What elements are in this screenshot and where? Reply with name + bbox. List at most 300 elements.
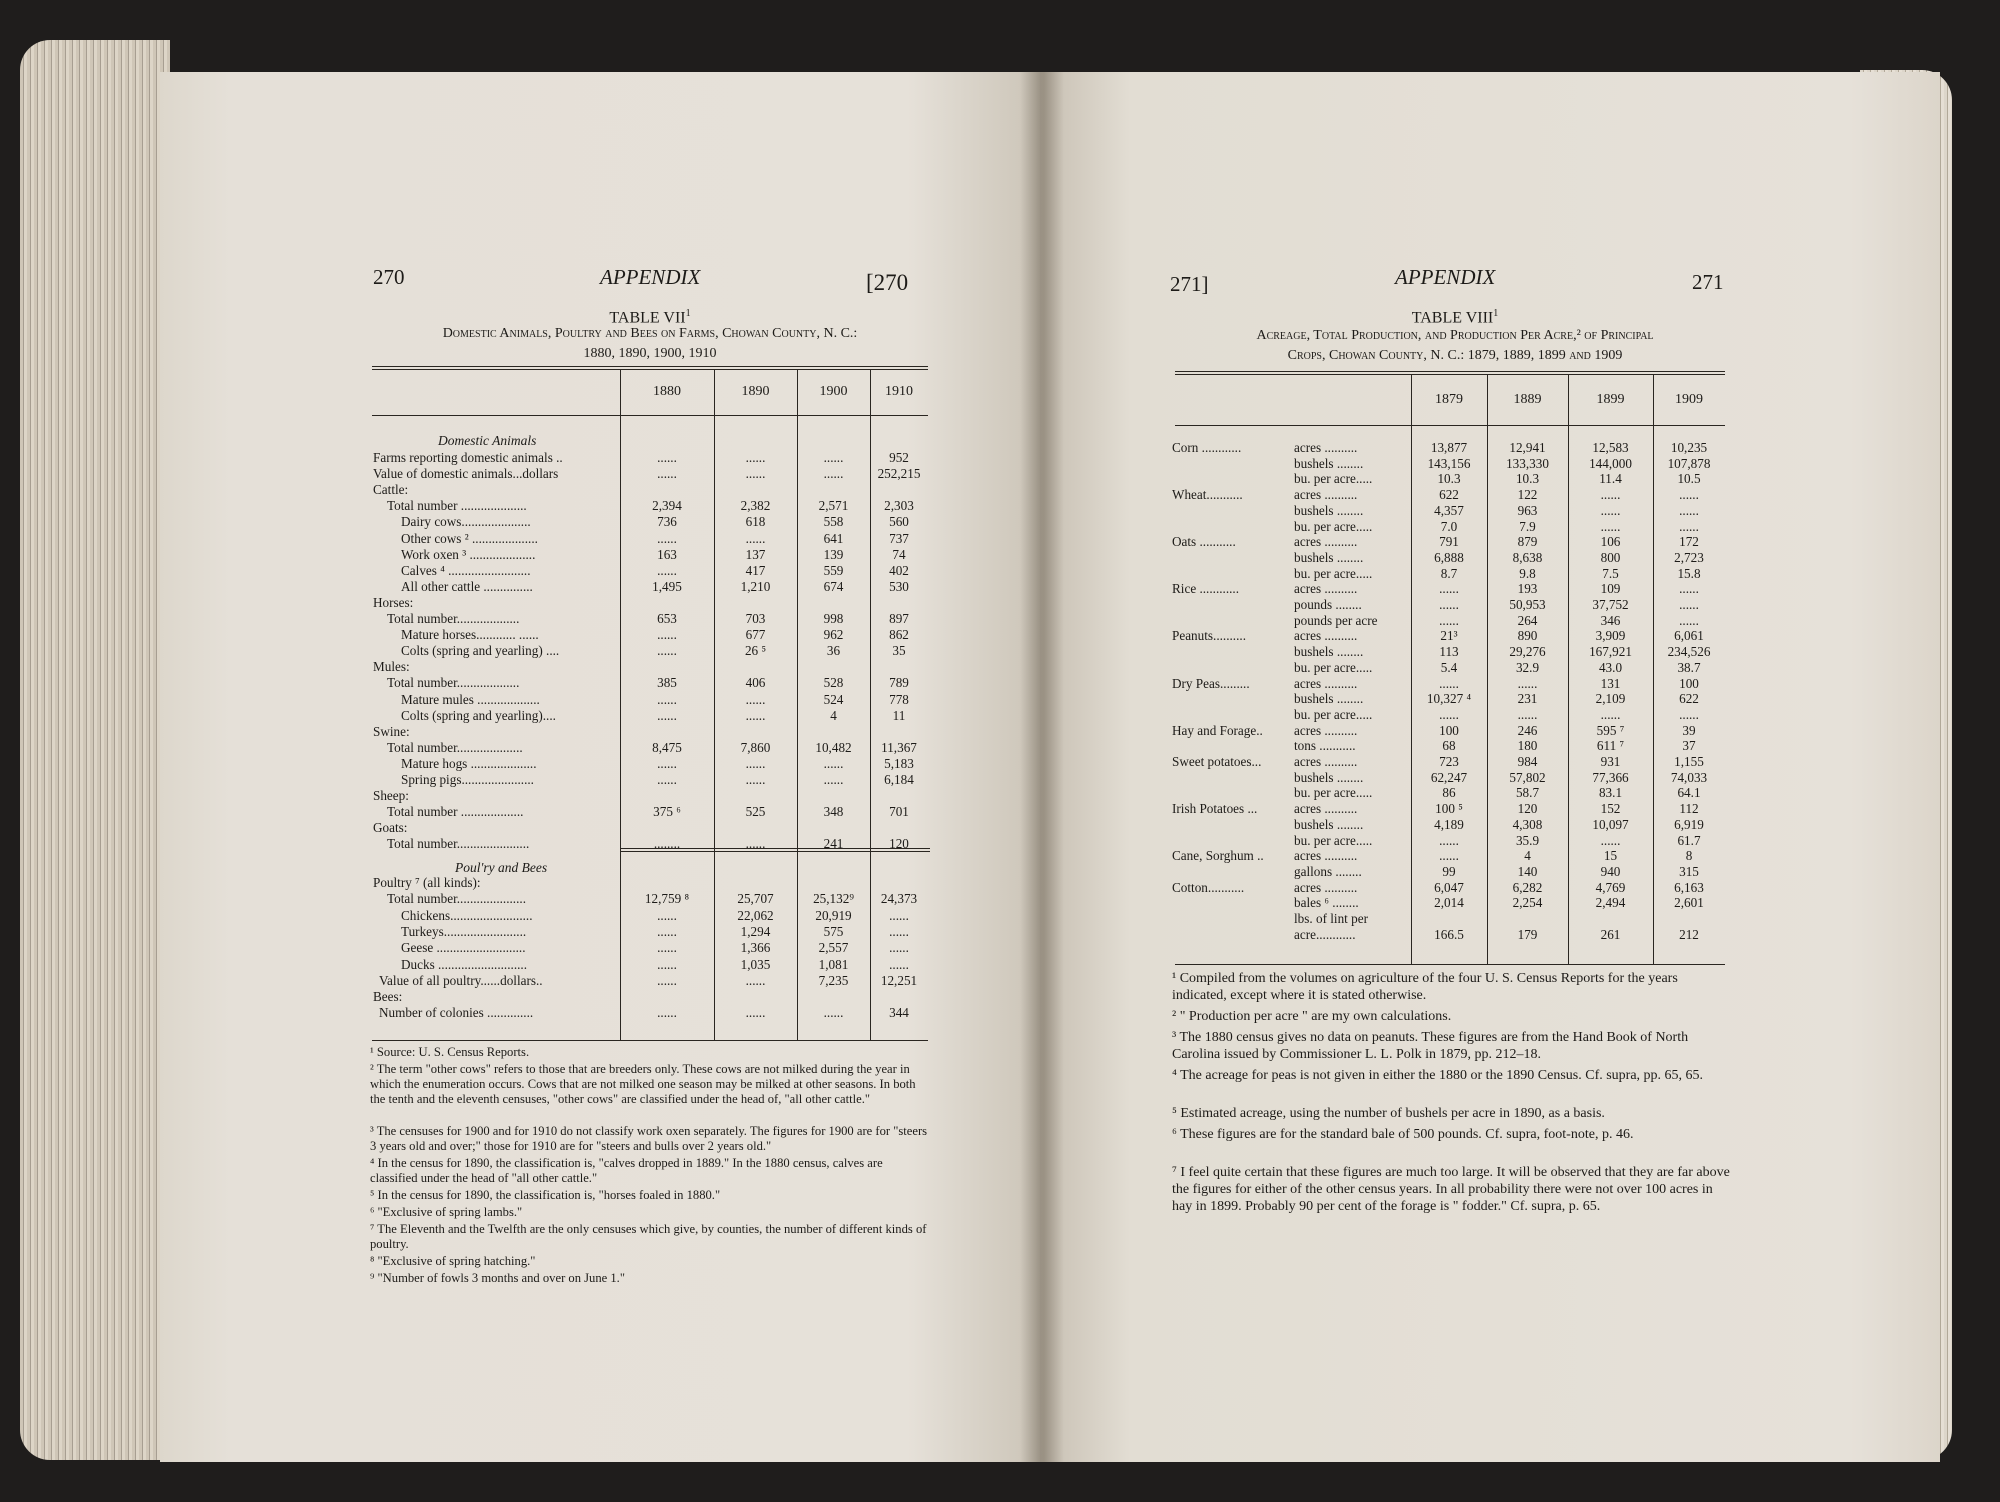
left-row-value: 2,382 (740, 498, 771, 514)
right-row-crop: Cane, Sorghum .. (1172, 848, 1264, 864)
left-row-value: ...... (657, 923, 677, 939)
right-row-value: ...... (1600, 832, 1621, 848)
right-row (1172, 817, 1732, 833)
right-footnote: ⁶ These figures are for the standard bale of 500 pounds. Cf. supra, foot-note, p. 46. (1172, 1127, 1634, 1142)
left-row-value: 25,707 (737, 891, 774, 907)
left-row-value: ...... (745, 1005, 766, 1021)
left-row-value: ...... (657, 1005, 677, 1021)
right-row-value: 50,953 (1509, 597, 1546, 612)
left-row-value: 4 (830, 707, 837, 723)
left-row-value: ...... (657, 772, 677, 787)
left-row-value: 11 (892, 707, 906, 723)
right-row (1172, 864, 1732, 880)
right-row-value: 9.8 (1519, 565, 1536, 581)
left-row-value: ...... (745, 530, 766, 546)
right-row (1172, 848, 1732, 864)
right-row-value: 2,014 (1434, 895, 1464, 911)
right-row-value: 29,276 (1509, 644, 1546, 660)
right-table-top-rule-2 (1175, 374, 1725, 375)
left-row-value: 674 (823, 578, 844, 594)
right-row-value: 963 (1517, 502, 1538, 518)
left-section-poultry: Poul'ry and Bees (455, 860, 548, 875)
right-row (1172, 519, 1732, 535)
left-row-value: ...... (745, 466, 766, 482)
right-row-crop: Oats ........... (1172, 534, 1236, 550)
left-row-value: 344 (889, 1005, 909, 1021)
left-row-value: ...... (657, 972, 677, 988)
right-footnote: ³ The 1880 census gives no data on peanuts. These figures are from the Hand Book of North Carolina issued by Commissioner L. L. Polk in 1879, pp. 212–18. (1172, 1030, 1689, 1062)
right-row-value: 10,097 (1592, 816, 1629, 832)
left-table-top-rule-2 (372, 369, 928, 370)
left-row-value: 998 (823, 611, 844, 626)
left-row (373, 514, 933, 530)
left-row-value: 575 (823, 923, 844, 939)
left-footnote: ⁴ In the census for 1890, the classification is, "calves dropped in 1889." In the 1880 census, calves are classified under the head of "all other cattle." (370, 1156, 883, 1185)
right-row-value: 7.0 (1440, 518, 1458, 534)
right-row-value: 234,526 (1667, 644, 1711, 660)
right-row-value: 723 (1439, 754, 1459, 769)
right-row-unit: bushels ........ (1294, 691, 1364, 707)
right-footnote: ¹ Compiled from the volumes on agriculture of the four U. S. Census Reports for the years indicated, except where it is stated otherwise. (1172, 971, 1678, 1003)
left-row (373, 756, 933, 772)
right-row-value: 8.7 (1440, 565, 1458, 581)
left-bracket-mark: [270 (866, 270, 909, 295)
left-subtitle-2: 1880, 1890, 1900, 1910 (583, 346, 717, 361)
right-row-value: 10.3 (1437, 471, 1461, 487)
left-row-label: Horses: (373, 594, 414, 610)
left-row-value: 789 (889, 675, 909, 691)
right-subtitle-2: Crops, Chowan County, N. C.: 1879, 1889, 1899 and 1909 (1287, 348, 1623, 363)
right-row-crop: Irish Potatoes ... (1172, 801, 1258, 817)
left-row-label: Geese ........................... (401, 940, 526, 956)
right-row-value: 7.5 (1602, 565, 1619, 581)
left-row-label: Sheep: (373, 788, 409, 804)
left-row-label: Total number................... (387, 611, 520, 626)
left-row (373, 627, 933, 643)
right-row (1172, 691, 1732, 707)
right-row-unit: acres .......... (1294, 879, 1358, 895)
left-row-value: 524 (823, 691, 844, 707)
left-row-value: ...... (823, 450, 844, 465)
left-row (373, 531, 933, 547)
right-row-value: 261 (1600, 926, 1621, 942)
right-row-value: 64.1 (1677, 785, 1701, 801)
left-row-value: ...... (657, 530, 677, 546)
left-row-value: 641 (823, 530, 844, 546)
right-row-unit: bu. per acre..... (1294, 785, 1373, 801)
left-row-value: ...... (657, 940, 677, 956)
left-row-value: 10,482 (815, 739, 852, 755)
left-row-value: 1,294 (740, 923, 771, 939)
right-row-value: 8,638 (1512, 549, 1543, 565)
right-row-value: ...... (1679, 612, 1699, 628)
right-row-crop: Dry Peas......... (1172, 675, 1250, 691)
right-row (1172, 644, 1732, 660)
left-row-value: ...... (745, 450, 766, 465)
right-row-value: 120 (1517, 801, 1538, 817)
right-row-value: 13,877 (1430, 440, 1468, 455)
right-row-crop: Cotton........... (1172, 879, 1245, 895)
left-row-value: ...... (823, 466, 844, 482)
left-row-value: ...... (889, 923, 909, 939)
right-row (1172, 597, 1732, 613)
left-row (373, 675, 933, 691)
left-row-label: Ducks ........................... (401, 956, 528, 972)
right-footnote: ⁵ Estimated acreage, using the number of bushels per acre in 1890, as a basis. (1172, 1106, 1605, 1121)
left-row-value: 137 (745, 546, 766, 562)
left-row-value: 25,132⁹ (813, 891, 854, 907)
right-row-value: 15 (1603, 848, 1618, 864)
left-row-value: ...... (889, 956, 909, 972)
left-footnote: ² The term "other cows" refers to those that are breeders only. These cows are not milked during the year in which the enumeration occurs. Cows that are not milked one season may be milked at other seasons. In both the tenth and the eleventh censuses, "other cows" are classified under the head of, "all other cattle." (370, 1062, 916, 1106)
left-row-value: 74 (892, 546, 906, 562)
right-row-value: ...... (1679, 706, 1699, 722)
right-row-value: 5.4 (1440, 659, 1458, 675)
right-row-value: 62,247 (1430, 769, 1468, 785)
left-row-value: ...... (657, 466, 677, 482)
right-year-1: 1889 (1513, 392, 1542, 407)
right-row (1172, 707, 1732, 723)
right-row-value: 10.5 (1677, 471, 1701, 487)
left-row-value: 2,557 (818, 940, 849, 956)
right-footnote: ⁴ The acreage for peas is not given in either the 1880 or the 1890 Census. Cf. supra, pp. 65, 65. (1172, 1068, 1704, 1083)
left-row-value: 1,210 (740, 578, 771, 594)
left-row-value: 897 (889, 611, 909, 626)
right-row-value: 6,061 (1674, 628, 1704, 644)
right-bracket-mark: 271] (1170, 272, 1209, 296)
left-row (373, 450, 933, 466)
left-row (373, 908, 933, 924)
left-row-label: Value of domestic animals...dollars (373, 466, 559, 482)
left-row-value: ...... (657, 627, 677, 643)
left-row-value: ...... (745, 836, 766, 852)
left-subtitle-1: Domestic Animals, Poultry and Bees on Farms, Chowan County, N. C.: (442, 326, 858, 341)
right-row-value: 6,282 (1512, 879, 1543, 895)
right-row-value: 112 (1679, 801, 1699, 817)
right-row-value: 100 (1439, 722, 1459, 738)
right-row-unit: acres .......... (1294, 628, 1358, 644)
left-footnote: ¹ Source: U. S. Census Reports. (370, 1045, 530, 1059)
right-row (1172, 534, 1732, 550)
right-row (1172, 628, 1732, 644)
left-row (373, 724, 933, 740)
right-row-value: 4,308 (1512, 816, 1543, 832)
right-row (1172, 738, 1732, 754)
right-year-0: 1879 (1435, 392, 1463, 407)
left-row (373, 595, 933, 611)
right-row-unit: bushels ........ (1294, 455, 1364, 471)
right-row-value: 100 (1679, 675, 1699, 691)
right-row-value: 2,254 (1512, 895, 1543, 911)
left-row-value: 525 (745, 804, 766, 820)
right-row-unit: acres .......... (1294, 754, 1358, 769)
left-row-label: Bees: (373, 989, 403, 1005)
right-row-value: 10,235 (1670, 440, 1708, 455)
right-row-value: 8 (1685, 848, 1693, 864)
left-row-value: ...... (823, 755, 844, 771)
left-row-value: 22,062 (737, 907, 774, 923)
left-row (373, 643, 933, 659)
right-row (1172, 723, 1732, 739)
right-row (1172, 676, 1732, 692)
left-row-value: ...... (657, 691, 677, 707)
right-row-value: 246 (1517, 722, 1538, 738)
right-row-unit: acres .......... (1294, 848, 1358, 864)
right-row-value: 58.7 (1515, 785, 1540, 801)
left-row-label: Mules: (373, 659, 410, 675)
right-row-value: 99 (1442, 863, 1456, 879)
left-row (373, 924, 933, 940)
left-row-value: ...... (745, 755, 766, 771)
right-row (1172, 754, 1732, 770)
right-row-value: 611 ⁷ (1596, 738, 1625, 754)
right-row (1172, 440, 1732, 456)
right-row-value: 133,330 (1506, 455, 1549, 471)
left-row-label: All other cattle ............... (401, 578, 533, 594)
left-row (373, 740, 933, 756)
right-row-value: 231 (1517, 691, 1538, 707)
left-row-value: 962 (823, 627, 844, 643)
left-row-value: 952 (889, 450, 909, 465)
right-subtitle-1: Acreage, Total Production, and Production Per Acre,² of Principal (1256, 328, 1654, 343)
left-row-label: Turkeys......................... (401, 923, 527, 939)
right-row-value: ...... (1600, 487, 1621, 503)
right-row-value: 2,601 (1674, 895, 1704, 911)
right-row-value: 144,000 (1589, 455, 1632, 471)
left-row-label: Total number................... (387, 675, 520, 691)
left-footnote: ⁵ In the census for 1890, the classification is, "horses foaled in 1880." (370, 1188, 721, 1202)
left-row-value: 703 (745, 611, 766, 626)
right-row-value: 122 (1517, 487, 1538, 503)
right-row-value: 15.8 (1677, 565, 1701, 581)
right-row-value: 622 (1439, 487, 1459, 503)
left-row (373, 804, 933, 820)
right-table-title-sup: 1 (1493, 308, 1499, 319)
right-row (1172, 927, 1732, 943)
right-row-value: 879 (1517, 534, 1538, 550)
left-table-top-rule (372, 366, 928, 367)
left-row-value: 701 (889, 804, 909, 820)
left-row (373, 579, 933, 595)
right-row-value: ...... (1679, 487, 1699, 503)
left-row (373, 772, 933, 788)
right-row-value: 32.9 (1515, 659, 1540, 675)
right-row-value: 100 ⁵ (1435, 801, 1463, 817)
right-row-value: 39 (1682, 722, 1696, 738)
left-row-value: 11,367 (881, 739, 917, 755)
left-row-label: Swine: (373, 723, 410, 739)
left-row-value: 618 (745, 514, 766, 530)
left-row-value: 24,373 (880, 891, 918, 907)
right-row (1172, 770, 1732, 786)
right-row-unit: bales ⁶ ........ (1294, 895, 1359, 911)
left-footnote: ⁹ "Number of fowls 3 months and over on June 1." (370, 1271, 625, 1285)
left-row-value: 530 (889, 578, 909, 594)
right-row-value: 106 (1600, 534, 1621, 550)
right-row-value: 166.5 (1434, 926, 1464, 942)
right-row-unit: acres .......... (1294, 675, 1358, 691)
right-row-value: 940 (1600, 863, 1621, 879)
left-row-label: Colts (spring and yearling).... (401, 707, 556, 723)
right-row-value: 152 (1600, 801, 1621, 817)
right-row (1172, 566, 1732, 582)
left-row-value: ...... (823, 772, 844, 787)
left-table-bottom-rule (372, 1040, 928, 1041)
left-row-value: 36 (826, 643, 841, 659)
left-row (373, 659, 933, 675)
right-row-value: 791 (1439, 534, 1459, 550)
right-row-value: 21³ (1440, 628, 1458, 644)
right-row (1172, 660, 1732, 676)
right-row (1172, 581, 1732, 597)
left-row-value: 20,919 (815, 907, 852, 923)
left-header-rule (372, 415, 928, 416)
right-row-unit: pounds ........ (1294, 597, 1362, 612)
left-row (373, 973, 933, 989)
right-row-unit: bushels ........ (1294, 502, 1364, 518)
right-row-value: 7.9 (1519, 518, 1536, 534)
right-row-value: 212 (1679, 926, 1699, 942)
right-row-value: 984 (1517, 754, 1538, 769)
left-page-edges (20, 40, 170, 1460)
right-row (1172, 456, 1732, 472)
left-row-label: Total number.................... (387, 739, 523, 755)
right-row-value: ...... (1679, 502, 1699, 518)
left-row-value: 8,475 (652, 739, 682, 755)
right-row (1172, 801, 1732, 817)
right-row-unit: bushels ........ (1294, 644, 1364, 660)
right-row-value: ...... (1439, 597, 1459, 612)
right-page-number: 271 (1692, 270, 1724, 294)
left-row (373, 788, 933, 804)
right-row-value: 38.7 (1677, 659, 1701, 675)
right-row-value: ...... (1517, 706, 1538, 722)
right-row-unit: acres .......... (1294, 487, 1358, 503)
right-row-value: 37 (1682, 738, 1696, 754)
right-row-value: 107,878 (1667, 455, 1711, 471)
left-row (373, 547, 933, 563)
left-table-title-sup: 1 (685, 308, 691, 319)
right-row (1172, 503, 1732, 519)
left-row-value: 737 (889, 530, 909, 546)
left-row-value: ...... (745, 707, 766, 723)
left-row-value: ...... (657, 643, 677, 659)
right-row-crop: Rice ............ (1172, 581, 1240, 597)
right-row-value: 4 (1524, 848, 1531, 864)
right-row-crop: Hay and Forage.. (1172, 722, 1263, 738)
left-row-value: 348 (823, 804, 844, 820)
left-row-value: ...... (889, 907, 909, 923)
right-row-unit: acres .......... (1294, 581, 1358, 597)
left-row-value: 1,366 (740, 940, 771, 956)
right-footnote: ⁷ I feel quite certain that these figures are much too large. It will be observed that they are far above the figures for either of the other census years. In all probability there were not over 100 acres in hay in 1899. Probably 90 per cent of the forage is " fodder." Cf. supra, p. 65. (1172, 1165, 1730, 1214)
left-row (373, 482, 933, 498)
right-row-value: 2,723 (1674, 549, 1704, 565)
left-row (373, 891, 933, 907)
left-row-value: 7,235 (818, 972, 849, 988)
left-row-label: Chickens......................... (401, 907, 533, 923)
left-row-value: 778 (889, 691, 909, 707)
left-row-label: Mature hogs .................... (401, 755, 537, 771)
left-row (373, 989, 933, 1005)
left-row-label: Goats: (373, 820, 408, 836)
right-running-head: APPENDIX (1395, 265, 1496, 289)
left-row-value: 862 (889, 627, 909, 643)
right-row-value: 74,033 (1670, 769, 1708, 785)
left-row-value: ...... (823, 1005, 844, 1021)
right-row-value: 2,109 (1595, 691, 1626, 707)
left-row-label: Cattle: (373, 482, 409, 498)
left-row-value: 241 (823, 836, 844, 852)
right-row-value: 931 (1600, 754, 1621, 769)
left-row (373, 692, 933, 708)
left-row-label: Total number...................... (387, 836, 530, 852)
left-row-value: 2,303 (884, 498, 914, 514)
left-row-label: Poultry ⁷ (all kinds): (373, 875, 481, 890)
right-row-value: 10,327 ⁴ (1426, 691, 1472, 707)
left-year-1: 1890 (741, 384, 770, 399)
right-row-unit: gallons ........ (1294, 863, 1362, 879)
left-row-label: Total number ................... (387, 804, 524, 820)
left-row-label: Spring pigs...................... (401, 772, 534, 787)
right-row-value: ...... (1679, 581, 1699, 597)
right-row-value: 315 (1679, 863, 1699, 879)
right-row-value: 172 (1679, 534, 1699, 550)
left-row-label: Calves ⁴ ......................... (401, 562, 531, 578)
right-row-value: 109 (1600, 581, 1621, 597)
left-row-value: ...... (657, 907, 677, 923)
left-row-label: Value of all poultry......dollars.. (379, 972, 543, 988)
right-row-value: 6,163 (1674, 879, 1704, 895)
left-row-value: 6,184 (884, 772, 914, 787)
left-row-value: 375 ⁶ (653, 804, 681, 820)
right-row-value: 180 (1517, 738, 1538, 754)
left-footnote: ³ The censuses for 1900 and for 1910 do not classify work oxen separately. The figures for 1900 are for "steers 3 years old and over;" those for 1910 are for "steers and bulls over 2 years old." (370, 1124, 928, 1153)
right-row-value: 890 (1517, 628, 1538, 644)
left-year-2: 1900 (819, 384, 848, 399)
left-row-label: Dairy cows..................... (401, 514, 531, 530)
right-row-value: 4,769 (1595, 879, 1626, 895)
left-row-label: Work oxen ³ .................... (401, 546, 536, 562)
right-row-value: 4,189 (1434, 816, 1464, 832)
left-row-value: 35 (892, 643, 906, 659)
left-row-value: 2,571 (818, 498, 849, 514)
right-table-top-rule (1175, 371, 1725, 372)
right-row-value: 68 (1442, 738, 1456, 754)
left-row (373, 940, 933, 956)
right-row-value: 11.4 (1599, 471, 1622, 487)
right-row-value: ...... (1517, 675, 1538, 691)
left-row-value: 139 (823, 546, 844, 562)
right-row-value: ...... (1439, 706, 1459, 722)
right-row-unit: bu. per acre..... (1294, 832, 1373, 848)
right-row-value: 6,919 (1674, 816, 1704, 832)
right-row-unit: acres .......... (1294, 722, 1358, 738)
book-gutter (1020, 72, 1064, 1462)
left-row (373, 563, 933, 579)
right-row-unit: bushels ........ (1294, 816, 1364, 832)
left-row-value: 560 (889, 514, 909, 530)
right-row-value: 61.7 (1677, 832, 1701, 848)
right-row-unit: bu. per acre..... (1294, 659, 1373, 675)
right-row-unit: acre............ (1294, 926, 1356, 942)
right-row-value: 2,494 (1595, 895, 1626, 911)
right-row-unit: tons ........... (1294, 738, 1356, 754)
left-footnote: ⁸ "Exclusive of spring hatching." (370, 1254, 536, 1268)
right-row-unit: bushels ........ (1294, 769, 1364, 785)
right-row-value: 4,357 (1434, 502, 1464, 518)
right-row-unit: pounds per acre (1294, 612, 1378, 628)
